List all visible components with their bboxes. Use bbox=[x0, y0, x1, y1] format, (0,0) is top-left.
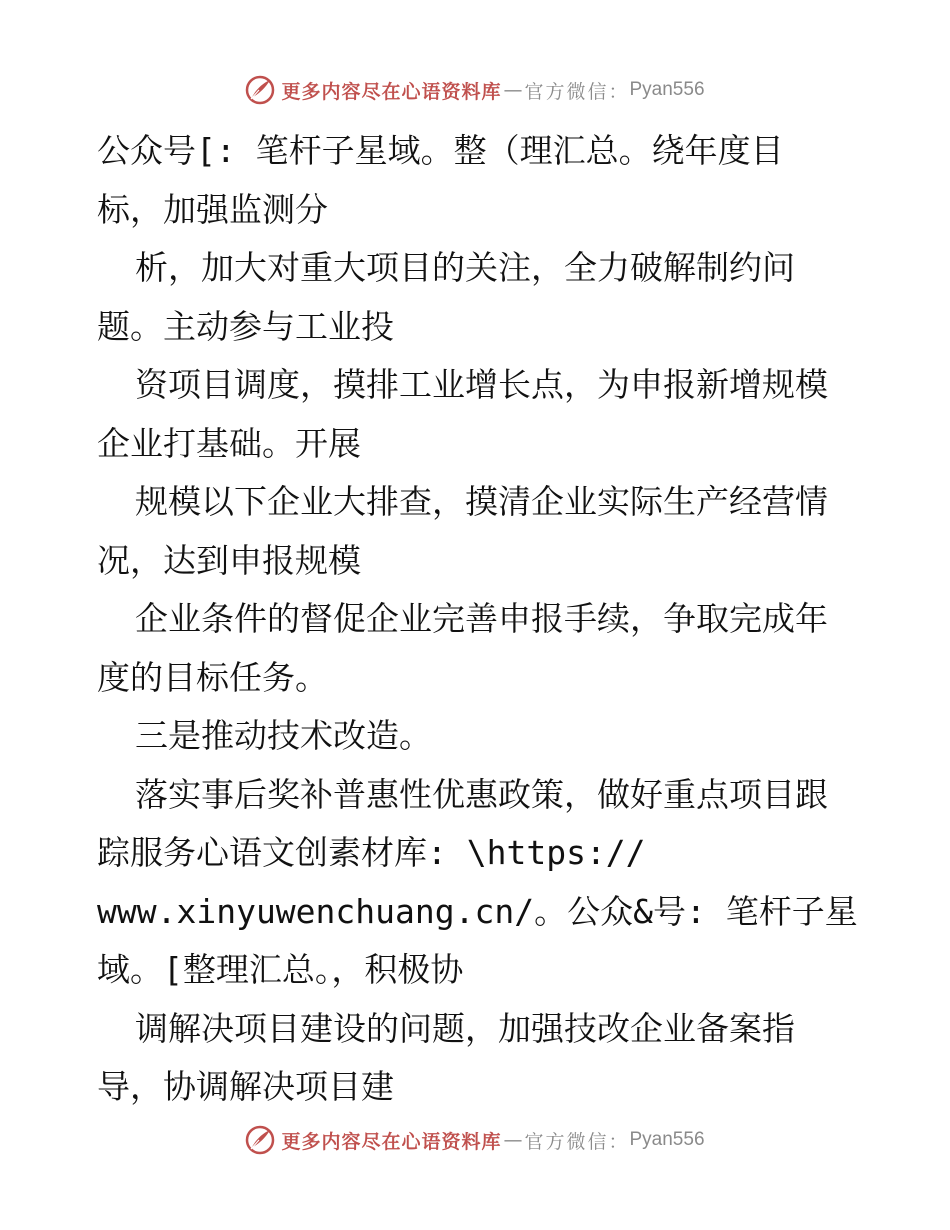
text-line: 三是推动技术改造。 bbox=[135, 716, 432, 755]
text-line: 域。[整理汇总。，积极协 bbox=[97, 950, 464, 989]
text-line: 企业打基础。开展 bbox=[97, 423, 361, 463]
text-line: 落实事后奖补普惠性优惠政策，做好重点项目跟 bbox=[135, 774, 828, 814]
text-line: 况，达到申报规模 bbox=[97, 540, 361, 580]
text-line: 度的目标任务。 bbox=[97, 657, 328, 697]
header-dash: — bbox=[503, 79, 523, 101]
header-wechat-handle: Pyan556 bbox=[629, 79, 705, 100]
header-wechat-label: 官方微信： bbox=[524, 80, 630, 103]
footer-wechat-handle: Pyan556 bbox=[629, 1129, 705, 1150]
feather-logo-icon bbox=[245, 1125, 275, 1155]
feather-logo-icon bbox=[245, 75, 275, 105]
text-line: 题。主动参与工业投 bbox=[97, 306, 394, 346]
text-line: 踪服务心语文创素材库: \https:// bbox=[97, 833, 646, 872]
body-text bbox=[97, 122, 857, 1117]
text-line: 企业条件的督促企业完善申报手续，争取完成年 bbox=[135, 599, 828, 638]
text-line: 调解决项目建设的问题，加强技改企业备案指 bbox=[135, 1008, 795, 1048]
text-line: 导，协调解决项目建 bbox=[97, 1067, 394, 1106]
text-line: 公众号[: 笔杆子星域。整（理汇总。绕年度目 bbox=[97, 131, 784, 170]
text-line: 规模以下企业大排查，摸清企业实际生产经营情 bbox=[135, 482, 828, 521]
footer-dash: — bbox=[503, 1129, 523, 1151]
text-line: 标，加强监测分 bbox=[97, 189, 328, 229]
footer-banner bbox=[0, 1120, 950, 1160]
text-line: www.xinyuwenchuang.cn/。公众&号: 笔杆子星 bbox=[97, 891, 858, 931]
text-line: 析，加大对重大项目的关注，全力破解制约问 bbox=[135, 248, 795, 287]
footer-wechat-label: 官方微信： bbox=[524, 1130, 630, 1153]
footer-brand-text: 更多内容尽在心语资料库 bbox=[281, 1130, 502, 1153]
header-banner bbox=[0, 70, 950, 110]
header-brand-text: 更多内容尽在心语资料库 bbox=[281, 80, 502, 103]
text-line: 资项目调度，摸排工业增长点，为申报新增规模 bbox=[135, 365, 828, 404]
